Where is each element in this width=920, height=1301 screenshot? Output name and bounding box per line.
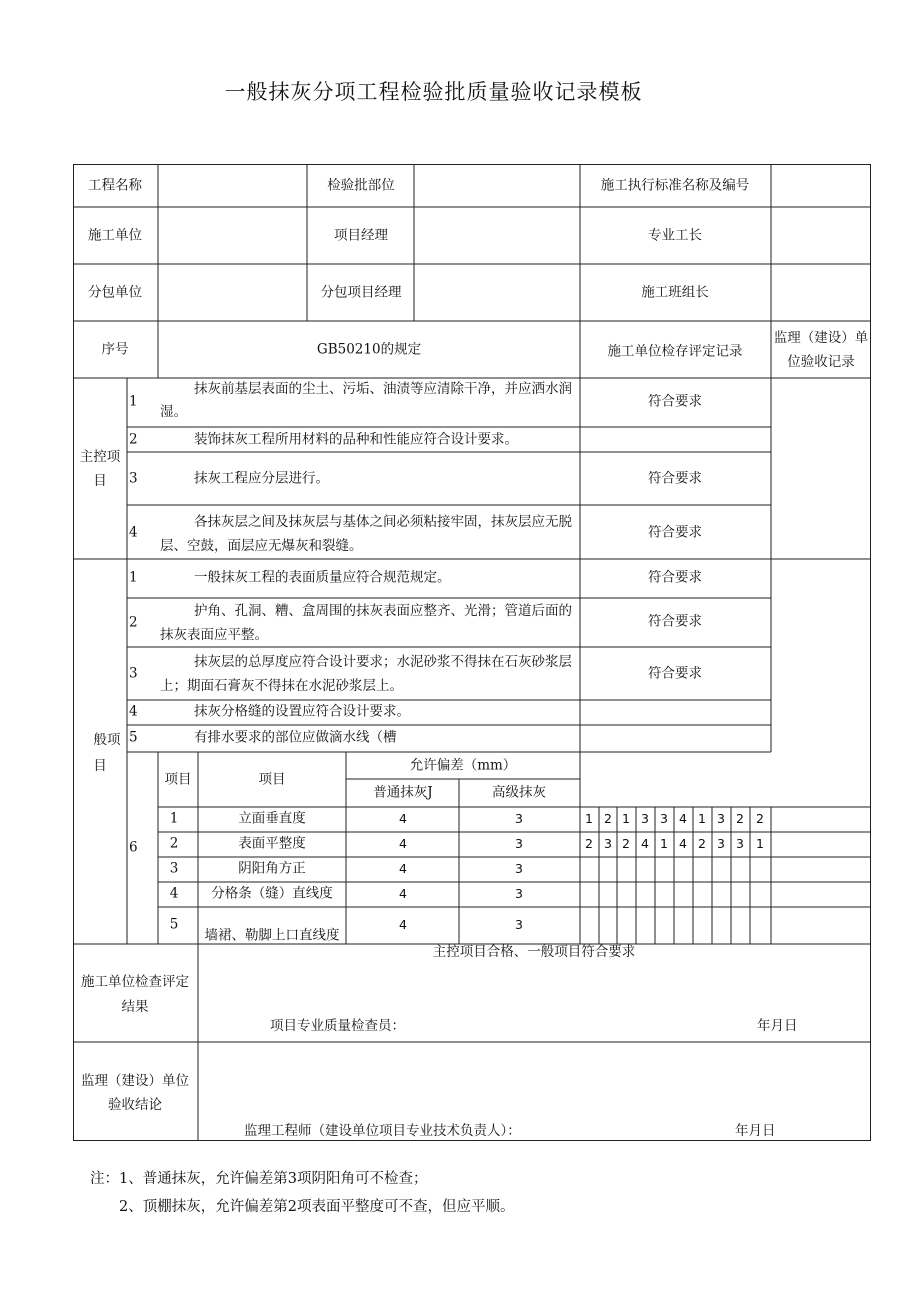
construction-unit-label: 施工单位	[88, 227, 142, 244]
general-item-no: 2	[129, 614, 138, 631]
main-item-text: 各抹灰层之间及抹灰层与基体之间必须粘接牢固，抹灰层应无脱	[194, 514, 572, 530]
result-inspector-label: 项目专业质量检查员：	[270, 1018, 405, 1034]
general-item-text-cont: 抹灰表面应平整。	[160, 627, 268, 643]
general-item-no: 4	[129, 703, 138, 720]
measurement-cell: 2	[698, 835, 706, 851]
measurement-cell: 3	[604, 835, 612, 851]
supervision-engineer-label: 监理工程师（建设单位项目专业技术负责人）：	[244, 1123, 521, 1139]
tolerance-row-premium: 3	[515, 810, 523, 826]
tolerance-row-no: 5	[169, 916, 179, 933]
measurement-cell: 4	[679, 810, 687, 826]
tolerance-row-name: 表面平整度	[238, 835, 306, 852]
supervision-date: 年月日	[735, 1123, 776, 1139]
main-item-result: 符合要求	[648, 524, 702, 541]
subcontractor-label: 分包单位	[88, 284, 142, 301]
general-item-text-cont: 上；期面石膏灰不得抹在水泥砂浆层上。	[160, 678, 403, 694]
general-item-result: 符合要求	[648, 613, 702, 630]
standard-label: 施工执行标准名称及编号	[600, 177, 750, 194]
sub-manager-label: 分包项目经理	[320, 284, 402, 301]
main-item-no: 1	[129, 393, 138, 410]
tolerance-col-normal: 普通抹灰J	[373, 784, 433, 801]
tolerance-row-no: 3	[169, 860, 179, 877]
measurement-cell: 1	[622, 810, 630, 826]
page-title: 一般抹灰分项工程检验批质量验收记录模板	[224, 80, 643, 104]
measurement-cell: 1	[585, 810, 593, 826]
main-control-label-line2: 目	[93, 473, 107, 489]
measurement-cell: 3	[641, 810, 649, 826]
main-item-text-cont: 层、空鼓，面层应无爆灰和裂缝。	[160, 538, 363, 554]
measurement-cell: 2	[585, 835, 593, 851]
tolerance-row-premium: 3	[515, 835, 523, 851]
general-item-text: 一般抹灰工程的表面质量应符合规范规定。	[194, 569, 451, 586]
tolerance-row-normal: 4	[399, 916, 407, 932]
note-1: 注：1、普通抹灰，允许偏差第3项阴阳角可不检查；	[90, 1171, 428, 1187]
general-label-line1: 般项	[93, 732, 121, 748]
project-manager-label: 项目经理	[334, 227, 388, 244]
general-item-text: 有排水要求的部位应做滴水线（槽	[194, 729, 397, 746]
supervision-label-line2: 位验收记录	[787, 354, 855, 370]
main-item-no: 4	[129, 524, 138, 541]
tolerance-row-name: 墙裙、勒脚上口直线度	[204, 927, 340, 944]
tolerance-row-premium: 3	[515, 916, 523, 932]
main-item-text: 抹灰前基层表面的尘土、污垢、油渍等应清除干净，并应洒水润	[194, 381, 572, 397]
note-2: 2、顶棚抹灰，允许偏差第2项表面平整度可不查，但应平顺。	[119, 1199, 515, 1215]
main-item-result: 符合要求	[648, 393, 702, 410]
tolerance-row-name: 立面垂直度	[238, 810, 306, 827]
project-name-label: 工程名称	[88, 177, 142, 194]
self-check-label: 施工单位检存评定记录	[607, 343, 743, 360]
general-label-line2: 目	[93, 758, 107, 774]
tolerance-item-no: 6	[129, 839, 138, 856]
result-label-line2: 结果	[121, 999, 149, 1015]
general-item-no: 1	[129, 569, 138, 586]
measurement-cell: 1	[756, 835, 764, 851]
tolerance-col-item-no: 项目	[164, 771, 192, 788]
tolerance-col-premium: 高级抹灰	[492, 784, 546, 801]
measurement-cell: 3	[717, 810, 725, 826]
general-item-no: 5	[129, 729, 138, 746]
general-item-result: 符合要求	[648, 569, 702, 586]
result-label-line1: 施工单位检查评定	[81, 974, 189, 990]
tolerance-row-no: 4	[169, 885, 179, 902]
main-item-result: 符合要求	[648, 470, 702, 487]
measurement-cell: 2	[604, 810, 612, 826]
general-item-result: 符合要求	[648, 665, 702, 682]
result-date: 年月日	[757, 1018, 798, 1034]
measurement-cell: 2	[736, 810, 744, 826]
supervision-label-line1: 监理（建设）单	[773, 330, 869, 346]
measurement-cell: 4	[679, 835, 687, 851]
tolerance-row-normal: 4	[399, 810, 407, 826]
team-leader-label: 施工班组长	[641, 284, 709, 301]
measurement-cell: 3	[736, 835, 744, 851]
table-grid-lines	[73, 164, 871, 1141]
tolerance-row-normal: 4	[399, 835, 407, 851]
tolerance-col-header: 允许偏差（mm）	[409, 757, 517, 774]
measurement-cell: 3	[660, 810, 668, 826]
main-item-text-cont: 湿。	[160, 404, 187, 420]
tolerance-row-name: 阴阳角方正	[238, 860, 306, 877]
measurement-cell: 4	[641, 835, 649, 851]
main-item-no: 2	[129, 431, 138, 448]
measurement-cell: 2	[756, 810, 764, 826]
inspection-form-table	[73, 164, 871, 1141]
supervision-conclusion-label-line1: 监理（建设）单位	[81, 1073, 189, 1089]
general-item-no: 3	[129, 665, 138, 682]
tolerance-col-item: 项目	[258, 771, 286, 788]
main-item-no: 3	[129, 470, 138, 487]
tolerance-row-normal: 4	[399, 860, 407, 876]
measurement-cell: 2	[622, 835, 630, 851]
tolerance-row-no: 1	[169, 810, 179, 827]
measurement-cell: 1	[660, 835, 668, 851]
general-item-text: 抹灰分格缝的设置应符合设计要求。	[194, 703, 410, 720]
spec-label: GB50210的规定	[316, 341, 422, 358]
measurement-cell: 1	[698, 810, 706, 826]
supervision-conclusion-label-line2: 验收结论	[108, 1097, 162, 1113]
tolerance-row-normal: 4	[399, 885, 407, 901]
measurement-cell: 3	[717, 835, 725, 851]
tolerance-row-premium: 3	[515, 860, 523, 876]
tolerance-row-name: 分格条（缝）直线度	[211, 885, 333, 902]
general-item-text: 抹灰层的总厚度应符合设计要求；水泥砂浆不得抹在石灰砂浆层	[194, 654, 572, 670]
foreman-label: 专业工长	[648, 227, 702, 244]
main-control-label-line1: 主控项	[79, 449, 121, 465]
tolerance-row-premium: 3	[515, 885, 523, 901]
main-item-text: 装饰抹灰工程所用材料的品种和性能应符合设计要求。	[194, 431, 518, 448]
tolerance-row-no: 2	[169, 835, 179, 852]
seq-label: 序号	[101, 341, 129, 358]
general-item-text: 护角、孔洞、糟、盒周围的抹灰表面应整齐、光滑；管道后面的	[194, 603, 572, 619]
result-conclusion: 主控项目合格、一般项目符合要求	[432, 944, 636, 960]
main-item-text: 抹灰工程应分层进行。	[194, 470, 329, 487]
batch-location-label: 检验批部位	[327, 177, 395, 194]
